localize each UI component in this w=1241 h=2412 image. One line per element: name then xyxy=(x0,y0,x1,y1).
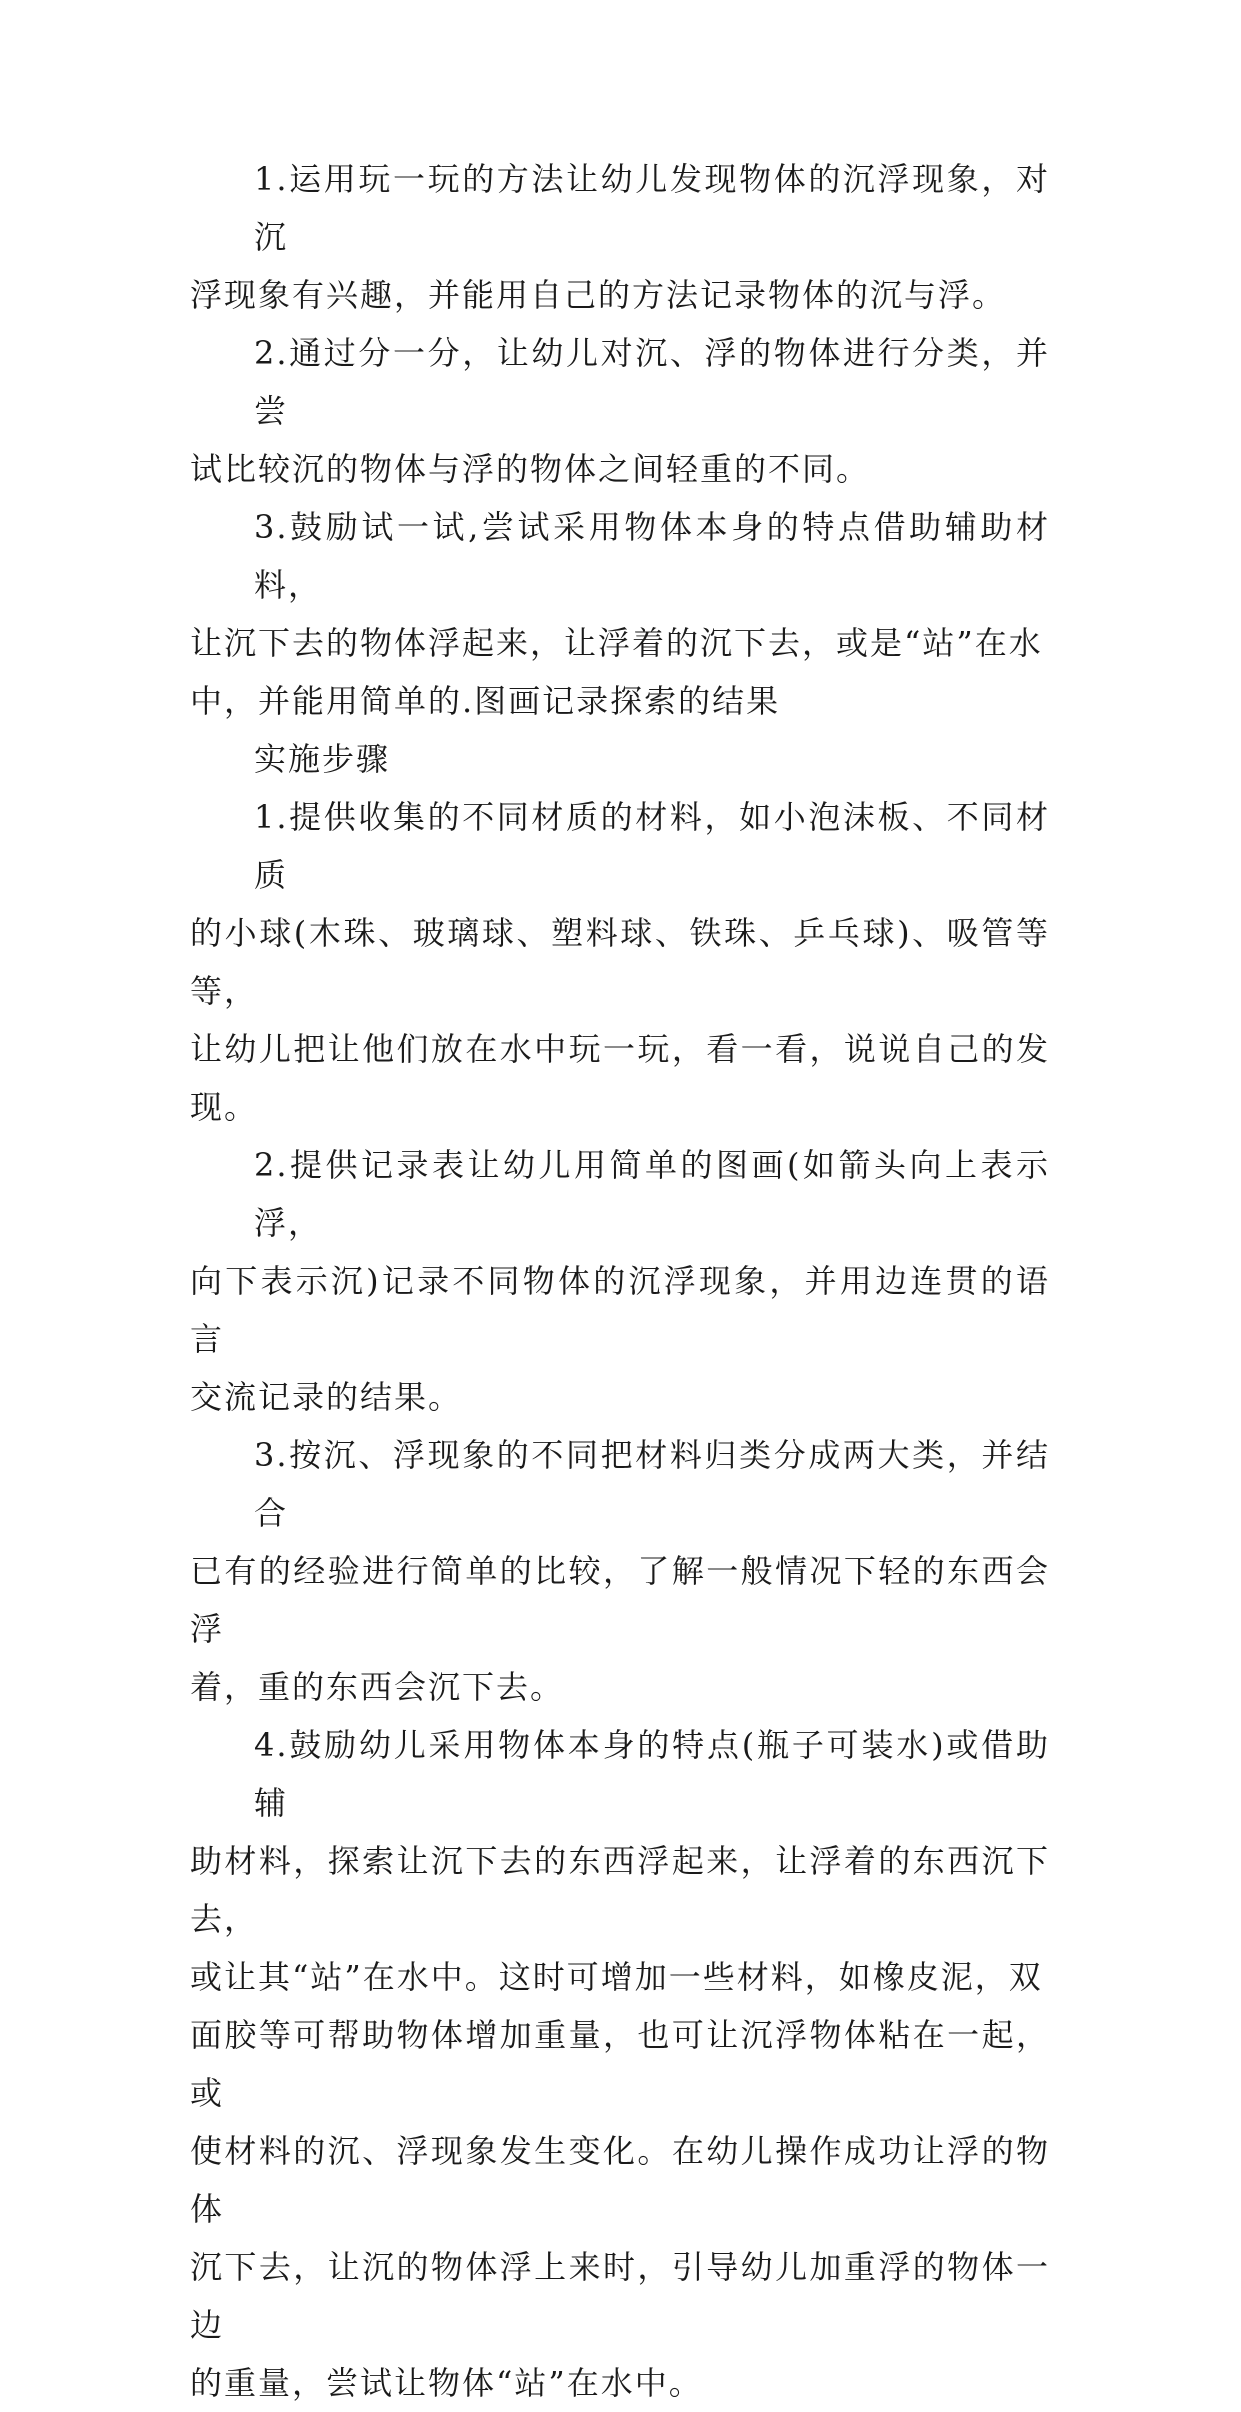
text-line: 中，并能用简单的.图画记录探索的结果 xyxy=(190,682,781,720)
text-line: 面胶等可帮助物体增加重量，也可让沉浮物体粘在一起，或 xyxy=(190,2016,1050,2112)
text-line: 1.提供收集的不同材质的材料，如小泡沫板、不同材质 xyxy=(254,798,1050,894)
text-line: 或让其“站”在水中。这时可增加一些材料，如橡皮泥，双 xyxy=(190,1958,1043,1996)
objective-paragraph-1 xyxy=(190,150,1050,324)
step-paragraph-3 xyxy=(190,1426,1050,1716)
text-line: 2.通过分一分，让幼儿对沉、浮的物体进行分类，并尝 xyxy=(254,334,1050,430)
objective-paragraph-3 xyxy=(190,498,1050,730)
text-line: 沉下去，让沉的物体浮上来时，引导幼儿加重浮的物体一边 xyxy=(190,2248,1050,2344)
text-line: 浮现象有兴趣，并能用自己的方法记录物体的沉与浮。 xyxy=(190,276,1007,314)
text-line: 实施步骤 xyxy=(254,740,391,778)
text-line: 交流记录的结果。 xyxy=(190,1378,463,1416)
objective-paragraph-2 xyxy=(190,324,1050,498)
document-body xyxy=(190,150,1050,2412)
section-heading xyxy=(190,730,1050,788)
text-line: 让沉下去的物体浮起来，让浮着的沉下去，或是“站”在水 xyxy=(190,624,1043,662)
text-line: 的重量，尝试让物体“站”在水中。 xyxy=(190,2364,703,2402)
text-line: 着，重的东西会沉下去。 xyxy=(190,1668,565,1706)
text-line: 已有的经验进行简单的比较，了解一般情况下轻的东西会浮 xyxy=(190,1552,1050,1648)
text-line: 2.提供记录表让幼儿用简单的图画(如箭头向上表示浮， xyxy=(254,1146,1050,1242)
text-line: 3.鼓励试一试,尝试采用物体本身的特点借助辅助材料， xyxy=(254,508,1050,604)
step-paragraph-1 xyxy=(190,788,1050,1136)
text-line: 助材料，探索让沉下去的东西浮起来，让浮着的东西沉下去， xyxy=(190,1842,1050,1938)
step-paragraph-4 xyxy=(190,1716,1050,2412)
text-line: 4.鼓励幼儿采用物体本身的特点(瓶子可装水)或借助辅 xyxy=(254,1726,1050,1822)
text-line: 向下表示沉)记录不同物体的沉浮现象，并用边连贯的语言 xyxy=(190,1262,1050,1358)
step-paragraph-2 xyxy=(190,1136,1050,1426)
text-line: 3.按沉、浮现象的不同把材料归类分成两大类，并结合 xyxy=(254,1436,1050,1532)
text-line: 使材料的沉、浮现象发生变化。在幼儿操作成功让浮的物体 xyxy=(190,2132,1050,2228)
text-line: 试比较沉的物体与浮的物体之间轻重的不同。 xyxy=(190,450,871,488)
text-line: 1.运用玩一玩的方法让幼儿发现物体的沉浮现象，对沉 xyxy=(254,160,1050,256)
text-line: 让幼儿把让他们放在水中玩一玩，看一看，说说自己的发现。 xyxy=(190,1030,1050,1126)
text-line: 的小球(木珠、玻璃球、塑料球、铁珠、乒乓球)、吸管等等， xyxy=(190,914,1050,1010)
